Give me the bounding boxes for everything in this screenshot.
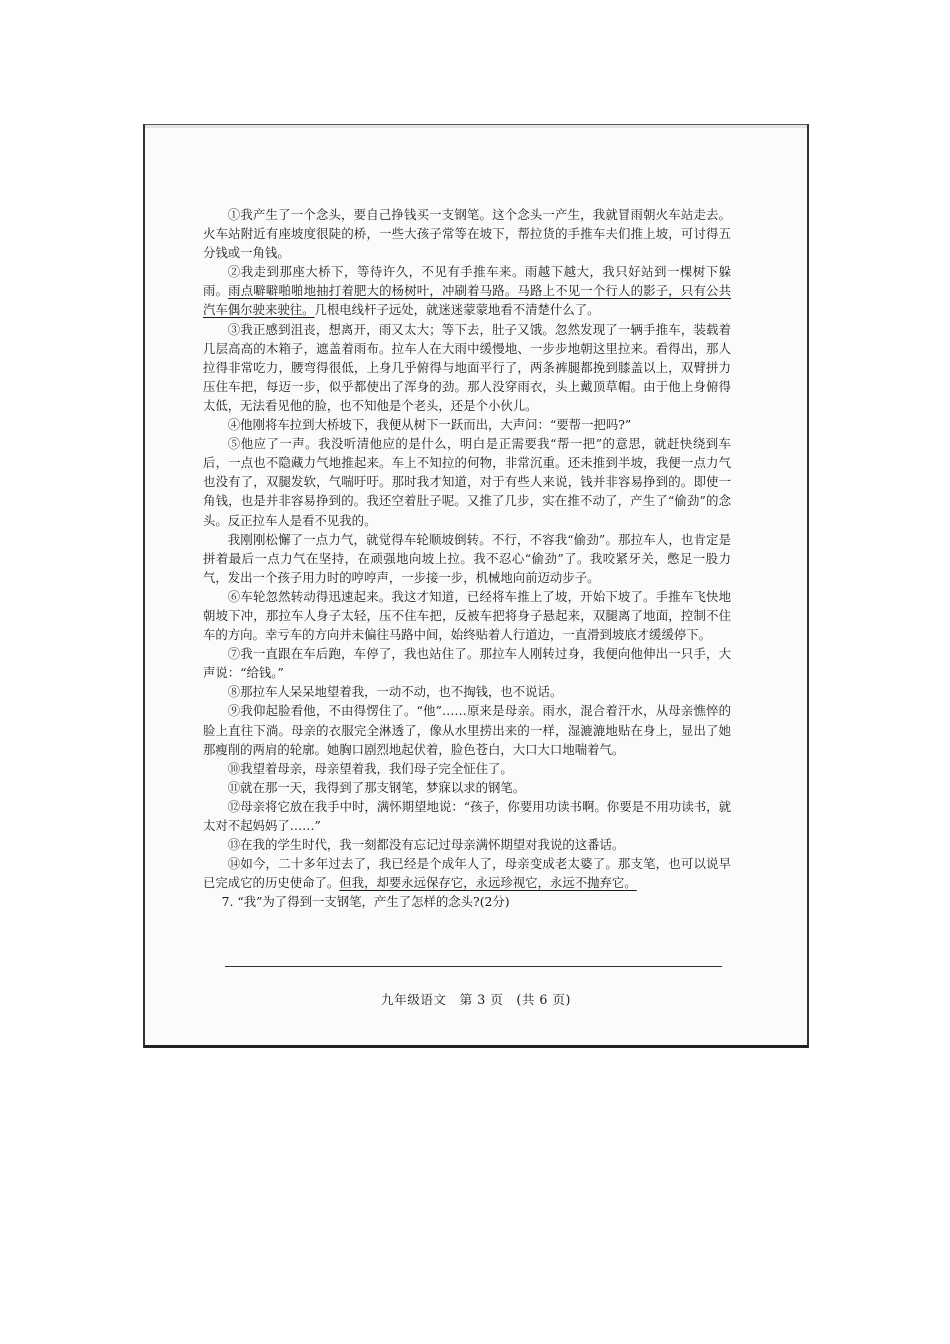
paragraph-12 <box>203 797 731 835</box>
paragraph-text: ①我产生了一个念头，要自己挣钱买一支钢笔。这个念头一产生，我就冒雨朝火车站走去。火车站附近有座坡度很陡的桥，一些大孩子常等在坡下，帮拉货的手推车夫们推上坡，可讨得五分钱或一角钱。 <box>203 207 731 261</box>
paragraph-text: ⑫母亲将它放在我手中时，满怀期望地说：“孩子，你要用功读书啊。你要是不用功读书，就太对不起妈妈了……” <box>203 798 731 833</box>
paragraph-6 <box>203 587 731 644</box>
exam-page <box>143 124 809 1048</box>
paragraph-text: ⑥车轮忽然转动得迅速起来。我这才知道，已经将车推上了坡，开始下坡了。手推车飞快地朝坡下冲，那拉车人身子太轻，压不住车把，反被车把将身子悬起来，双腿离了地面，控制不住车的方向。幸亏车的方向并未偏往马路中间，始终贴着人行道边，一直滑到坡底才缓缓停下。 <box>203 588 731 643</box>
paragraph-text: ⑩我望着母亲，母亲望着我，我们母子完全怔住了。 <box>227 760 513 776</box>
paragraph-text: ④他刚将车拉到大桥坡下，我便从树下一跃而出，大声问：“要帮一把吗?” <box>227 417 632 433</box>
paragraph-2 <box>203 262 731 319</box>
paragraph-text: ⑨我仰起脸看他，不由得愣住了。“他”……原来是母亲。雨水，混合着汗水，从母亲憔悴的脸上直往下淌。母亲的衣服完全淋透了，像从水里捞出来的一样，湿漉漉地贴在身上，显出了她那瘦削的两肩的轮廓。她胸口剧烈地起伏着，脸色苍白，大口大口地喘着气。 <box>203 703 731 757</box>
paragraph-10 <box>203 759 731 778</box>
paragraph-1 <box>203 205 731 262</box>
reading-passage <box>203 205 731 911</box>
page-footer: 九年级语文 第 3 页 (共 6 页) <box>381 992 571 1007</box>
underlined-sentence: 雨点噼噼啪啪地抽打着肥大的杨树叶，冲刷着马路。马路上不见一个行人的影子，只有公共汽车偶尔驶来驶往。 <box>203 283 732 318</box>
paragraph-text: ③我正感到沮丧，想离开，雨又太大；等下去，肚子又饿。忽然发现了一辆手推车，装载着几层高高的木箱子，遮盖着雨布。拉车人在大雨中缓慢地、一步步地朝这里拉来。看得出，那人拉得非常吃力，腰弯得很低，上身几乎俯得与地面平行了，两条裤腿都挽到膝盖以上，双臂拼力压住车把，每迈一步，似乎都使出了浑身的劲。那人没穿雨衣，头上戴顶草帽。由于他上身俯得太低，无法看见他的脸，也不知他是个老头，还是个小伙儿。 <box>203 321 731 413</box>
paragraph-text: ⑤他应了一声。我没听清他应的是什么，明白是正需要我“帮一把”的意思，就赶快绕到车后，一点也不隐藏力气地推起来。车上不知拉的何物，非常沉重。还未推到半坡，我便一点力气也没有了，双腿发软，气喘吁吁。那时我才知道，对于有些人来说，钱并非容易挣到的。即使一角钱，也是并非容易挣到的。我还空着肚子呢。又推了几步，实在推不动了，产生了“偷劲”的念头。反正拉车人是看不见我的。 <box>203 436 731 528</box>
paragraph-text: ⑧那拉车人呆呆地望着我，一动不动，也不掏钱，也不说话。 <box>227 684 563 700</box>
answer-line[interactable] <box>225 966 722 967</box>
underlined-sentence: 但我，却要永远保存它，永远珍视它，永远不抛弃它。 <box>339 875 637 891</box>
paragraph-9 <box>203 701 731 758</box>
question-7: 7. “我”为了得到一支钢笔，产生了怎样的念头?(2分) <box>221 894 510 910</box>
paragraph-13 <box>203 835 731 854</box>
scan-edge <box>145 125 807 128</box>
paragraph-5 <box>203 434 731 529</box>
paragraph-8 <box>203 682 731 701</box>
paragraph-7 <box>203 644 731 682</box>
paragraph-text: ⑬在我的学生时代，我一刻都没有忘记过母亲满怀期望对我说的这番话。 <box>227 837 625 853</box>
paragraph-11 <box>203 778 731 797</box>
paragraph-text: ⑪就在那一天，我得到了那支钢笔，梦寐以求的钢笔。 <box>227 779 526 795</box>
paragraph-text: 我刚刚松懈了一点力气，就觉得车轮顺坡倒转。不行，不容我“偷劲”。那拉车人，也肯定是拼着最后一点力气在坚持，在顽强地向坡上拉。我不忍心“偷劲”了。我咬紧牙关，憋足一股力气，发出一个孩子用力时的哼哼声，一步接一步，机械地向前迈动步子。 <box>203 531 731 585</box>
paragraph-14 <box>203 854 731 892</box>
paragraph-text: 几根电线杆子远处，就迷迷蒙蒙地看不清楚什么了。 <box>314 302 600 318</box>
paragraph-text: ⑭如今，二十多年过去了，我已经是个成年人了，母亲变成老太婆了。那支笔，也可以说早已完成它的历史使命了。 <box>203 856 731 891</box>
paragraph-text: ⑦我一直跟在车后跑，车停了，我也站住了。那拉车人刚转过身，我便向他伸出一只手，大声说：“给钱。” <box>203 646 731 681</box>
paragraph-3 <box>203 320 731 415</box>
paragraph-5-continued <box>203 530 731 587</box>
paragraph-text: ②我走到那座大桥下，等待许久，不见有手推车来。雨越下越大，我只好站到一棵树下躲雨。 <box>203 264 731 299</box>
paragraph-4 <box>203 415 731 434</box>
